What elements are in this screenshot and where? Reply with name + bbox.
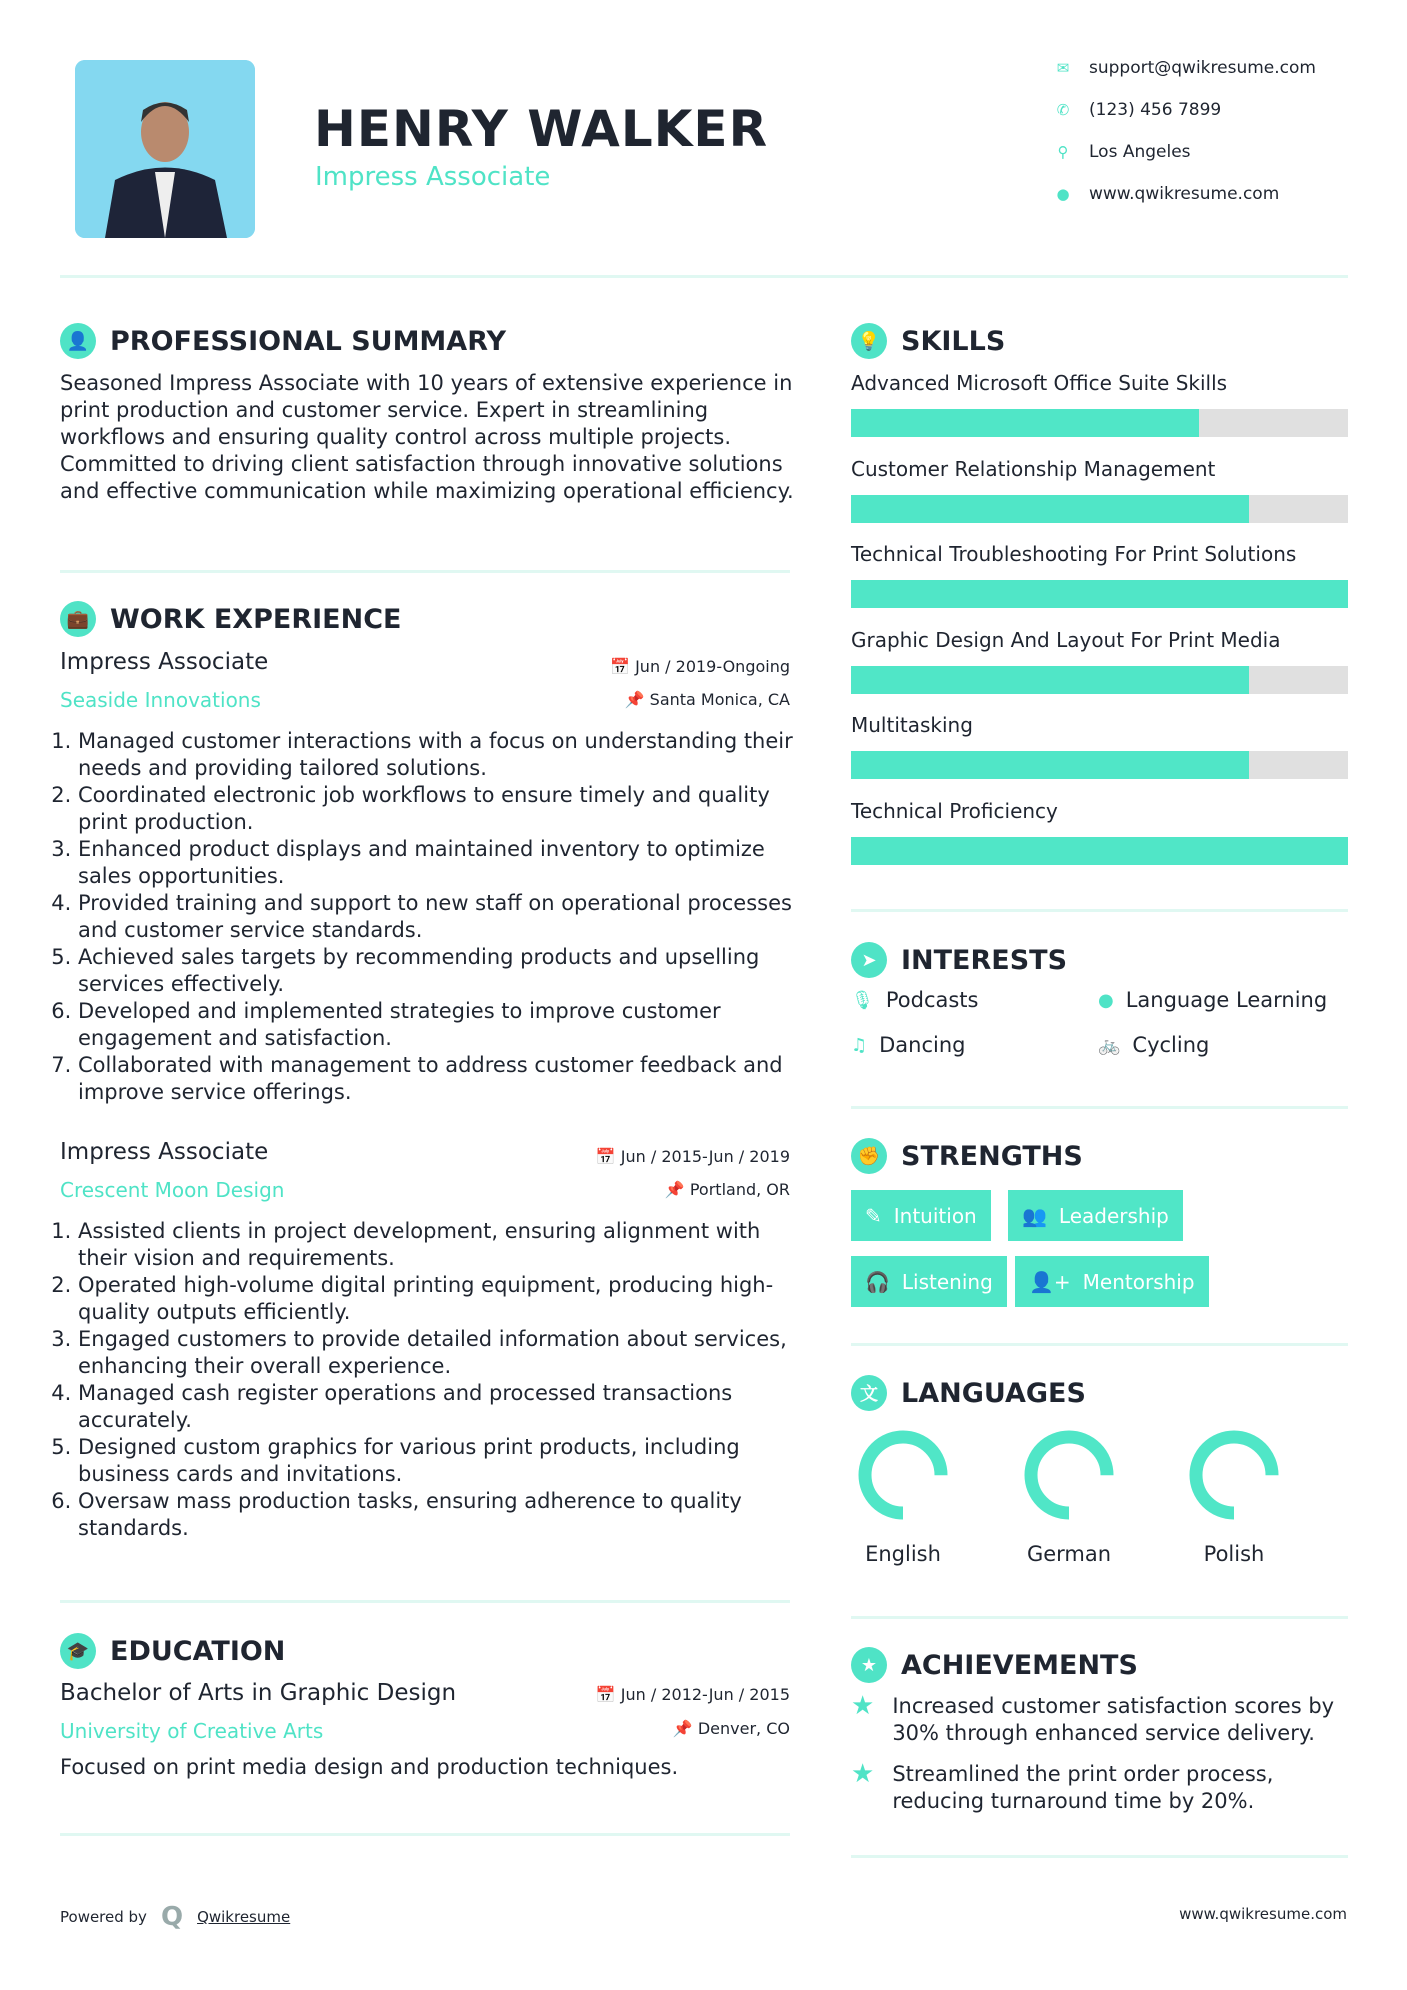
divider [851, 1616, 1348, 1619]
strength-chip: 👥 Leadership [1008, 1190, 1183, 1241]
candidate-name: HENRY WALKER [314, 100, 769, 158]
skill-bar [851, 666, 1348, 694]
job-company: Crescent Moon Design [60, 1178, 285, 1202]
star-badge-icon: ★ [851, 1647, 887, 1683]
phone-icon: ✆ [1056, 101, 1070, 119]
contact-phone[interactable] [1055, 100, 1221, 120]
globe-icon: ● [1056, 185, 1070, 203]
language-ring [1023, 1429, 1115, 1521]
education-date: 📅 Jun / 2012-Jun / 2015 [595, 1685, 790, 1704]
school: University of Creative Arts [60, 1719, 324, 1743]
pin-icon: 📌 [624, 690, 650, 709]
language-ring-arc [1031, 1437, 1107, 1513]
job-bullets [60, 1218, 800, 1542]
list-item: 1. Managed customer interactions with a focus on understanding their needs and providing tailored solutions. [78, 728, 800, 782]
footer-url[interactable]: www.qwikresume.com [1179, 1905, 1347, 1923]
user-icon: 👤 [60, 323, 96, 359]
language-ring-arc [865, 1437, 941, 1513]
list-item: 6. Oversaw mass production tasks, ensuring adherence to quality standards. [78, 1488, 800, 1542]
music-icon: ♫ [851, 1034, 868, 1056]
candidate-title: Impress Associate [315, 162, 551, 192]
lightbulb-icon: 💡 [851, 323, 887, 359]
divider [851, 909, 1348, 912]
skill-bar [851, 495, 1348, 523]
language-ring [1188, 1429, 1280, 1521]
contact-email[interactable] [1055, 58, 1316, 78]
list-item: 7. Collaborated with management to address customer feedback and improve service offerings. [78, 1052, 800, 1106]
job-date: 📅 Jun / 2019-Ongoing [610, 657, 790, 676]
list-item: 5. Achieved sales targets by recommending products and upselling services effectively. [78, 944, 800, 998]
skill-bar [851, 751, 1348, 779]
interests-heading: ➤ INTERESTS [851, 942, 1067, 978]
skill-bar [851, 409, 1348, 437]
language-ring [857, 1429, 949, 1521]
summary-text: Seasoned Impress Associate with 10 years of extensive experience in print production and customer service. Expert in streamlining workflows and ensuring quality control across multiple projects. Committed to driving client satisfaction through innovative solutions and effective communication while maximizing operational efficiency. [60, 371, 794, 503]
list-item: 4. Managed cash register operations and processed transactions accurately. [78, 1380, 800, 1434]
language-icon: 文 [851, 1375, 887, 1411]
users-icon: 👥 [1022, 1203, 1047, 1228]
strength-chip: 🎧 Listening [851, 1256, 1007, 1307]
job-location: 📌 Santa Monica, CA [624, 690, 790, 709]
skill-bar [851, 837, 1348, 865]
skill-label: Multitasking [851, 713, 973, 737]
job-bullets [60, 728, 800, 1106]
job-title: Impress Associate [60, 1139, 269, 1165]
star-icon: ★ [851, 1691, 875, 1721]
skill-bar-fill [851, 837, 1348, 865]
strength-chip: ✎ Intuition [851, 1190, 991, 1241]
divider [851, 1106, 1348, 1109]
job-title: Impress Associate [60, 649, 269, 675]
divider [851, 1343, 1348, 1346]
divider [60, 570, 790, 573]
skill-bar-fill [851, 409, 1199, 437]
skill-bar-fill [851, 495, 1249, 523]
language-ring-arc [1196, 1437, 1272, 1513]
qwikresume-logo-icon: Q [160, 1902, 184, 1932]
skill-bar-fill [851, 751, 1249, 779]
education-location: 📌 Denver, CO [672, 1719, 790, 1738]
divider [60, 275, 1348, 278]
paper-plane-icon: ➤ [851, 942, 887, 978]
interest-item: ♫ Dancing [851, 1033, 966, 1057]
map-pin-icon: ⚲ [1057, 143, 1069, 161]
summary-heading: 👤 PROFESSIONAL SUMMARY [60, 323, 506, 359]
achievements-heading: ★ ACHIEVEMENTS [851, 1647, 1138, 1683]
language-label: English [865, 1542, 941, 1566]
divider [60, 1600, 790, 1603]
email-text: support@qwikresume.com [1089, 58, 1316, 78]
language-label: German [1026, 1542, 1112, 1566]
work-heading: 💼 WORK EXPERIENCE [60, 601, 401, 637]
user-plus-icon: 👤+ [1029, 1269, 1071, 1294]
powered-by-label: Powered by [60, 1908, 147, 1926]
languages-heading: 文 LANGUAGES [851, 1375, 1086, 1411]
language-label: Polish [1203, 1542, 1265, 1566]
interest-item: ● Language Learning [1098, 988, 1328, 1012]
interest-item: 🚲 Cycling [1098, 1033, 1210, 1057]
globe-icon: ● [1098, 989, 1114, 1011]
calendar-icon: 📅 [595, 1685, 621, 1704]
microphone-icon: 🎙 [851, 989, 874, 1011]
list-item: 3. Enhanced product displays and maintained inventory to optimize sales opportunities. [78, 836, 800, 890]
list-item: 5. Designed custom graphics for various print products, including business cards and invitations. [78, 1434, 800, 1488]
list-item: 4. Provided training and support to new staff on operational processes and customer service standards. [78, 890, 800, 944]
skill-label: Advanced Microsoft Office Suite Skills [851, 371, 1228, 395]
pin-icon: 📌 [672, 1719, 698, 1738]
skill-bar [851, 580, 1348, 608]
achievement-item: ★ Increased customer satisfaction scores by 30% through enhanced service delivery. [851, 1691, 1335, 1745]
footer-brand [60, 1902, 290, 1932]
list-item: 2. Coordinated electronic job workflows to ensure timely and quality print production. [78, 782, 800, 836]
strengths-heading: ✊ STRENGTHS [851, 1138, 1083, 1174]
pin-icon: 📌 [664, 1180, 690, 1199]
location-text: Los Angeles [1089, 142, 1191, 162]
job-location: 📌 Portland, OR [664, 1180, 790, 1199]
skill-label: Technical Troubleshooting For Print Solutions [851, 542, 1297, 566]
skill-label: Customer Relationship Management [851, 456, 1216, 481]
fist-icon: ✊ [851, 1138, 887, 1174]
list-item: 1. Assisted clients in project development, ensuring alignment with their vision and requirements. [78, 1218, 800, 1272]
skill-bar-fill [851, 666, 1249, 694]
education-heading: 🎓 EDUCATION [60, 1633, 285, 1669]
list-item: 2. Operated high-volume digital printing equipment, producing high-quality outputs efficiently. [78, 1272, 800, 1326]
profile-photo [75, 60, 255, 238]
headphones-icon: 🎧 [865, 1269, 890, 1294]
calendar-icon: 📅 [610, 657, 636, 676]
job-company: Seaside Innovations [60, 688, 261, 712]
skill-bar-fill [851, 580, 1348, 608]
education-description: Focused on print media design and production techniques. [60, 1755, 679, 1779]
job-date: 📅 Jun / 2015-Jun / 2019 [595, 1147, 790, 1166]
skills-heading: 💡 SKILLS [851, 323, 1005, 359]
brand-link[interactable]: Qwikresume [197, 1908, 291, 1926]
skill-label: Graphic Design And Layout For Print Media [851, 627, 1281, 652]
list-item: 6. Developed and implemented strategies to improve customer engagement and satisfaction. [78, 998, 800, 1052]
graduation-icon: 🎓 [60, 1633, 96, 1669]
interest-item: 🎙 Podcasts [851, 988, 979, 1012]
divider [60, 1833, 790, 1836]
star-icon: ★ [851, 1759, 875, 1789]
envelope-icon: ✉ [1056, 59, 1070, 77]
list-item: 3. Engaged customers to provide detailed information about services, enhancing their overall experience. [78, 1326, 800, 1380]
website-text: www.qwikresume.com [1089, 184, 1280, 204]
strength-chip: 👤+ Mentorship [1015, 1256, 1209, 1307]
skill-label: Technical Proficiency [851, 798, 1058, 823]
phone-text: (123) 456 7899 [1089, 100, 1222, 120]
magic-wand-icon: ✎ [865, 1203, 882, 1228]
briefcase-icon: 💼 [60, 601, 96, 637]
achievement-item: ★ Streamlined the print order process, reducing turnaround time by 20%. [851, 1759, 1274, 1813]
contact-website[interactable] [1055, 184, 1279, 204]
calendar-icon: 📅 [595, 1147, 621, 1166]
degree: Bachelor of Arts in Graphic Design [60, 1680, 457, 1706]
divider [851, 1855, 1348, 1858]
contact-location [1055, 142, 1191, 162]
bicycle-icon: 🚲 [1098, 1034, 1121, 1056]
